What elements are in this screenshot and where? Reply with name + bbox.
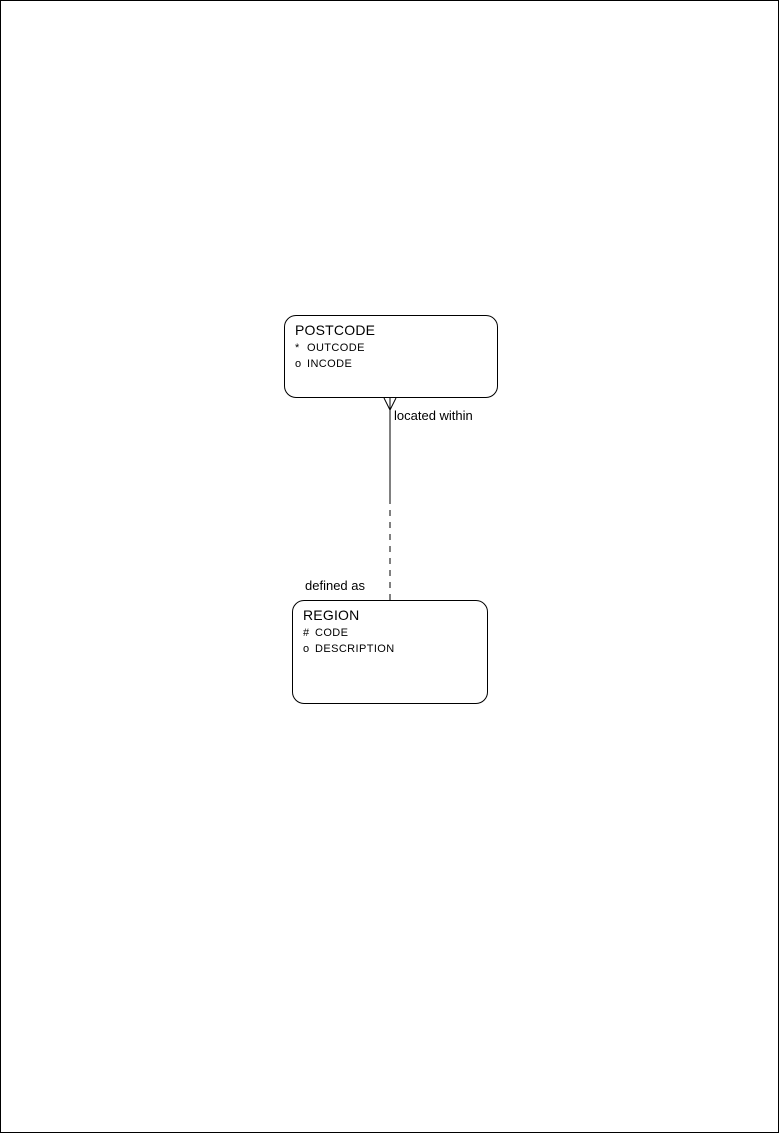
attribute-marker-icon: o [303, 643, 310, 655]
relationship-label-located-within: located within [394, 408, 473, 423]
entity-postcode-attributes [295, 342, 365, 374]
attribute-row [303, 627, 395, 643]
attribute-row [295, 358, 365, 374]
entity-region-attributes [303, 627, 395, 659]
attribute-label: INCODE [307, 358, 353, 370]
attribute-label: DESCRIPTION [315, 643, 395, 655]
entity-region[interactable] [292, 600, 488, 704]
entity-postcode[interactable] [284, 315, 498, 398]
attribute-row [303, 643, 395, 659]
entity-postcode-title: POSTCODE [295, 322, 376, 338]
attribute-marker-icon: # [303, 627, 310, 639]
entity-region-title: REGION [303, 607, 360, 623]
relationship-label-defined-as: defined as [305, 578, 365, 593]
relationship-lines-layer [1, 1, 779, 1133]
attribute-marker-icon: * [295, 342, 300, 354]
attribute-label: CODE [315, 627, 349, 639]
attribute-row [295, 342, 365, 358]
attribute-label: OUTCODE [307, 342, 365, 354]
attribute-marker-icon: o [295, 358, 302, 370]
